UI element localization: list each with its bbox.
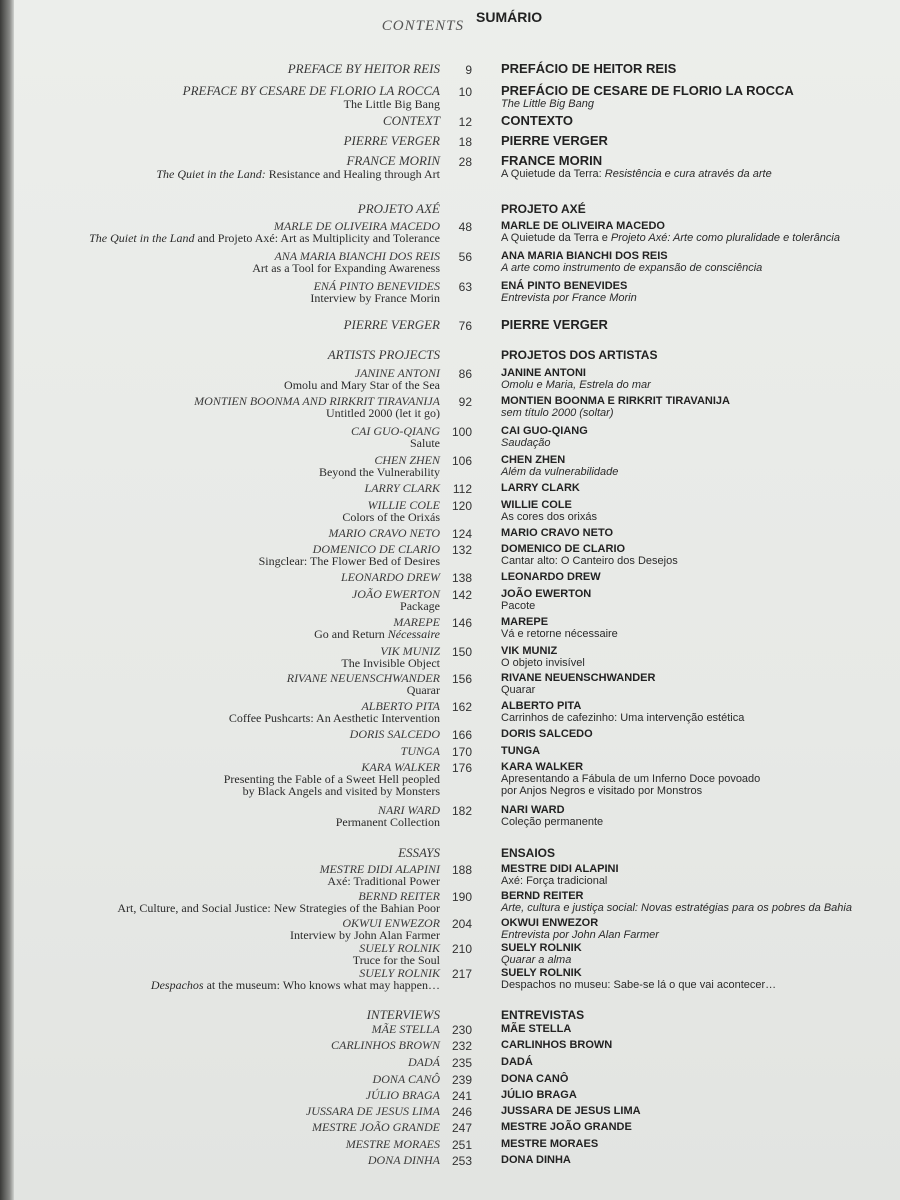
- toc-entry-portuguese: [501, 1039, 612, 1051]
- toc-entry-portuguese: [501, 1008, 584, 1022]
- toc-entry-portuguese: [501, 588, 591, 612]
- entry-author: ENTREVISTAS: [501, 1008, 585, 1022]
- entry-author: MESTRE JOÃO GRANDE: [501, 1121, 632, 1133]
- entry-author: ARTISTS PROJECTS: [327, 347, 440, 362]
- toc-entry-portuguese: [501, 1056, 533, 1068]
- entry-author: MARLE DE OLIVEIRA MACEDO: [273, 219, 440, 233]
- toc-entry-portuguese: [501, 454, 618, 478]
- entry-subtitle-part: Despachos: [150, 978, 204, 992]
- entry-author: MAREPE: [501, 616, 549, 628]
- entry-subtitle: Cantar alto: O Canteiro dos Desejos: [501, 555, 678, 567]
- entry-author: JOÃO EWERTON: [501, 588, 592, 600]
- toc-entry-english: [288, 62, 440, 76]
- page-number: 100: [451, 425, 472, 439]
- entry-author: DORIS SALCEDO: [349, 727, 440, 741]
- page-number: 246: [451, 1105, 472, 1119]
- toc-entry-english: [372, 1023, 440, 1035]
- page-number: 48: [458, 220, 472, 234]
- entry-author: PROJETO AXÉ: [357, 201, 440, 216]
- page-number: 92: [458, 395, 472, 409]
- toc-entry-portuguese: [501, 1089, 577, 1101]
- entry-subtitle: Art as a Tool for Expanding Awareness: [252, 261, 440, 275]
- entry-subtitle: [151, 979, 440, 991]
- entry-author: CARLINHOS BROWN: [501, 1039, 613, 1051]
- toc-entry-english: [358, 202, 440, 216]
- entry-author: PIERRE VERGER: [501, 133, 608, 148]
- entry-author: SUELY ROLNIK: [501, 942, 582, 954]
- entry-subtitle: Além da vulnerabilidade: [501, 466, 619, 478]
- toc-entry-portuguese: [501, 863, 619, 887]
- entry-subtitle-part: Go and Return: [314, 627, 388, 641]
- page-number: 120: [451, 499, 472, 513]
- entry-subtitle: Package: [400, 599, 440, 613]
- entry-subtitle: Omolu and Mary Star of the Sea: [284, 378, 440, 392]
- toc-entry-portuguese: [501, 84, 794, 110]
- entry-author: MARIO CRAVO NETO: [501, 527, 614, 539]
- entry-subtitle-part: The Quiet in the Land:: [156, 167, 266, 181]
- page-number: 76: [458, 319, 472, 333]
- entry-subtitle: Quarar: [501, 684, 536, 696]
- entry-subtitle: Art, Culture, and Social Justice: New Strategies of the Bahian Poor: [117, 901, 440, 915]
- toc-entry-english: [151, 967, 440, 991]
- toc-entry-english: [341, 645, 440, 669]
- toc-entry-portuguese: [501, 804, 603, 828]
- toc-entry-portuguese: [501, 114, 573, 128]
- toc-entry-english: [398, 846, 440, 860]
- entry-author: DADÁ: [501, 1056, 533, 1068]
- toc-entry-portuguese: [501, 425, 588, 449]
- entry-author: FRANCE MORIN: [501, 153, 603, 168]
- page-number: 146: [451, 616, 472, 630]
- toc-entry-portuguese: [501, 1073, 568, 1085]
- entry-author: OKWUI ENWEZOR: [501, 917, 599, 929]
- toc-entry-english: [342, 499, 440, 523]
- entry-subtitle: Entrevista por France Morin: [501, 292, 637, 304]
- page-number: 150: [451, 645, 472, 659]
- entry-subtitle: Axé: Traditional Power: [327, 874, 440, 888]
- toc-entry-english: [329, 527, 440, 539]
- entry-author: JOÃO EWERTON: [351, 587, 440, 601]
- entry-author: PREFÁCIO DE HEITOR REIS: [501, 61, 677, 76]
- page-number: 241: [451, 1089, 472, 1103]
- toc-entry-english: [346, 1138, 440, 1150]
- toc-entry-english: [229, 700, 440, 724]
- entry-author: RIVANE NEUENSCHWANDER: [286, 671, 440, 685]
- entry-subtitle: [156, 168, 440, 180]
- toc-entry-portuguese: [501, 1154, 571, 1166]
- entry-author: MESTRE MORAES: [345, 1137, 440, 1151]
- toc-entry-portuguese: [501, 499, 597, 523]
- toc-entry-english: [224, 761, 440, 797]
- entry-subtitle: O objeto invisível: [501, 657, 585, 669]
- entry-subtitle: Interview by France Morin: [310, 291, 440, 305]
- entry-author: PROJETO AXÉ: [501, 202, 586, 216]
- entry-author: ALBERTO PITA: [501, 700, 582, 712]
- toc-entry-portuguese: [501, 220, 840, 244]
- toc-entry-english: [310, 280, 440, 304]
- page-number: 188: [451, 863, 472, 877]
- entry-subtitle: Arte, cultura e justiça social: Novas estratégias para os pobres da Bahia: [501, 902, 852, 914]
- entry-author: WILLIE COLE: [367, 498, 440, 512]
- entry-author: DOMENICO DE CLARIO: [501, 543, 626, 555]
- entry-subtitle: Quarar: [406, 683, 440, 697]
- entry-author: VIK MUNIZ: [380, 644, 440, 658]
- page-number: 182: [451, 804, 472, 818]
- toc-entry-english: [328, 348, 440, 362]
- entry-author: BERND REITER: [358, 889, 440, 903]
- entry-author: DONA DINHA: [501, 1154, 571, 1166]
- toc-entry-english: [331, 1039, 440, 1051]
- entry-author: PIERRE VERGER: [343, 133, 440, 148]
- toc-entry-portuguese: [501, 846, 555, 860]
- toc-entry-english: [194, 395, 440, 419]
- entry-author: PREFACE BY HEITOR REIS: [287, 61, 440, 76]
- page-number: 230: [451, 1023, 472, 1037]
- entry-subtitle-part: and Projeto Axé: Art as Multiplicity and Tolerance: [194, 231, 440, 245]
- toc-entry-english: [373, 1073, 440, 1085]
- toc-entry-portuguese: [501, 280, 637, 304]
- toc-entry-portuguese: [501, 250, 762, 274]
- entry-subtitle: Coffee Pushcarts: An Aesthetic Intervention: [228, 711, 440, 725]
- page-number: 253: [451, 1154, 472, 1168]
- page-number: 9: [465, 63, 472, 77]
- toc-entry-portuguese: [501, 645, 585, 669]
- entry-subtitle: [89, 232, 440, 244]
- entry-author: ANA MARIA BIANCHI DOS REIS: [501, 250, 668, 262]
- toc-entry-portuguese: [501, 761, 760, 797]
- toc-entry-portuguese: [501, 1105, 641, 1117]
- toc-entry-english: [89, 220, 440, 244]
- entry-subtitle: [501, 168, 772, 180]
- toc-entry-english: [336, 804, 440, 828]
- toc-entry-english: [252, 250, 440, 274]
- entry-subtitle-part: The Quiet in the Land: [89, 231, 195, 245]
- entry-subtitle-part: A Quietude da Terra:: [501, 168, 605, 180]
- entry-subtitle: Beyond the Vulnerability: [318, 465, 440, 479]
- entry-author: KARA WALKER: [361, 760, 440, 774]
- entry-author: LARRY CLARK: [501, 482, 580, 494]
- entry-author: PREFÁCIO DE CESARE DE FLORIO LA ROCCA: [501, 83, 794, 98]
- toc-entry-portuguese: [501, 967, 776, 991]
- toc-entry-portuguese: [501, 527, 613, 539]
- entry-author: NARI WARD: [501, 804, 565, 816]
- entry-author: CHEN ZHEN: [501, 454, 566, 466]
- entry-author: TUNGA: [400, 744, 440, 758]
- entry-author: SUELY ROLNIK: [501, 967, 582, 979]
- entry-subtitle: The Little Big Bang: [343, 97, 440, 111]
- entry-author: MESTRE DIDI ALAPINI: [319, 862, 440, 876]
- page-number: 138: [451, 571, 472, 585]
- toc-entry-portuguese: [501, 1138, 598, 1150]
- toc-entry-portuguese: [501, 134, 608, 148]
- entry-author: MAREPE: [393, 615, 440, 629]
- toc-entry-portuguese: [501, 202, 586, 216]
- entry-subtitle: A arte como instrumento de expansão de consciência: [501, 262, 763, 274]
- toc-entry-portuguese: [501, 917, 659, 941]
- entry-author: FRANCE MORIN: [346, 153, 440, 168]
- page-number: 176: [451, 761, 472, 775]
- entry-author: PIERRE VERGER: [501, 317, 608, 332]
- toc-entry-english: [314, 616, 440, 640]
- entry-subtitle-part: A Quietude da Terra e: [501, 232, 611, 244]
- page-number: 28: [458, 155, 472, 169]
- entry-author: ANA MARIA BIANCHI DOS REIS: [274, 249, 440, 263]
- page-number: 166: [451, 728, 472, 742]
- toc-entry-english: [287, 672, 440, 696]
- page-number: 56: [458, 250, 472, 264]
- page-number: 210: [451, 942, 472, 956]
- entry-author: JANINE ANTONI: [501, 367, 586, 379]
- toc-entry-english: [366, 1089, 440, 1101]
- entry-author: DOMENICO DE CLARIO: [312, 542, 440, 556]
- entry-subtitle: Singclear: The Flower Bed of Desires: [258, 554, 440, 568]
- entry-subtitle: [314, 628, 440, 640]
- entry-author: LEONARDO DREW: [501, 571, 601, 583]
- entry-author: MONTIEN BOONMA E RIRKRIT TIRAVANIJA: [501, 395, 730, 407]
- entry-author: LARRY CLARK: [364, 481, 440, 495]
- page-number: 18: [458, 135, 472, 149]
- entry-subtitle: As cores dos orixás: [501, 511, 597, 523]
- entry-author: SUELY ROLNIK: [359, 941, 440, 955]
- toc-entry-english: [319, 454, 440, 478]
- page-number: 251: [451, 1138, 472, 1152]
- entry-subtitle: Salute: [410, 436, 440, 450]
- entry-author: NARI WARD: [377, 803, 440, 817]
- toc-entry-english: [259, 543, 440, 567]
- entry-author: CONTEXT: [382, 113, 440, 128]
- entry-author: DONA CANÔ: [501, 1073, 569, 1085]
- entry-subtitle: Coleção permanente: [501, 816, 604, 828]
- toc-entry-portuguese: [501, 367, 651, 391]
- entry-subtitle: Apresentando a Fábula de um Inferno Doce povoado: [501, 773, 761, 785]
- toc-entry-portuguese: [501, 62, 676, 76]
- toc-entry-english: [367, 1008, 440, 1022]
- page-number: 170: [451, 745, 472, 759]
- entry-author: JUSSARA DE JESUS LIMA: [501, 1105, 641, 1117]
- entry-subtitle: Vá e retorne nécessaire: [501, 628, 618, 640]
- entry-subtitle-part: at the museum: Who knows what may happen…: [203, 978, 440, 992]
- sumario-heading: SUMÁRIO: [476, 9, 543, 25]
- entry-author: ENÁ PINTO BENEVIDES: [501, 280, 628, 292]
- page-number: 63: [458, 280, 472, 294]
- entry-author: ENÁ PINTO BENEVIDES: [313, 279, 440, 293]
- entry-subtitle: The Invisible Object: [341, 656, 440, 670]
- page-number: 162: [451, 700, 472, 714]
- toc-entry-portuguese: [501, 154, 772, 180]
- entry-subtitle: Colors of the Orixás: [342, 510, 440, 524]
- page-number: 239: [451, 1073, 472, 1087]
- entry-author: MESTRE MORAES: [501, 1138, 599, 1150]
- entry-author: KARA WALKER: [501, 761, 584, 773]
- entry-author: MÃE STELLA: [501, 1023, 572, 1035]
- entry-author: VIK MUNIZ: [501, 645, 558, 657]
- entry-subtitle: [501, 232, 840, 244]
- entry-author: MÃE STELLA: [371, 1022, 440, 1036]
- contents-heading: CONTENTS: [381, 18, 464, 34]
- toc-entry-portuguese: [501, 700, 744, 724]
- entry-subtitle: sem título 2000 (soltar): [501, 407, 614, 419]
- toc-entry-english: [368, 1154, 440, 1166]
- entry-subtitle: Interview by John Alan Farmer: [290, 928, 440, 942]
- entry-author: INTERVIEWS: [366, 1007, 440, 1022]
- page-number: 124: [451, 527, 472, 541]
- entry-subtitle: Pacote: [501, 600, 536, 612]
- entry-author: MARLE DE OLIVEIRA MACEDO: [501, 220, 665, 232]
- page-number: 132: [451, 543, 472, 557]
- toc-entry-portuguese: [501, 728, 593, 740]
- entry-subtitle: Omolu e Maria, Estrela do mar: [501, 379, 651, 391]
- book-spine-edge: [0, 0, 14, 1200]
- entry-author: MONTIEN BOONMA AND RIRKRIT TIRAVANIJA: [194, 394, 440, 408]
- entry-subtitle: Quarar a alma: [501, 954, 572, 966]
- toc-entry-portuguese: [501, 318, 608, 332]
- entry-author: RIVANE NEUENSCHWANDER: [501, 672, 656, 684]
- entry-subtitle: Presenting the Fable of a Sweet Hell peopled: [223, 772, 440, 786]
- page-number: 247: [451, 1121, 472, 1135]
- toc-entry-english: [344, 318, 440, 332]
- entry-author: PROJETOS DOS ARTISTAS: [501, 348, 658, 362]
- page-number: 112: [452, 482, 472, 496]
- toc-entry-portuguese: [501, 482, 580, 494]
- toc-entry-english: [341, 571, 440, 583]
- toc-entry-portuguese: [501, 672, 655, 696]
- page-number: 142: [451, 588, 472, 602]
- toc-entry-english: [156, 154, 440, 180]
- entry-author: PIERRE VERGER: [343, 317, 440, 332]
- entry-author: DADÁ: [408, 1055, 440, 1069]
- page-number: 217: [451, 967, 472, 981]
- entry-author: ESSAYS: [398, 845, 440, 860]
- entry-subtitle-part: Resistência e cura através da arte: [604, 168, 772, 180]
- entry-author: LEONARDO DREW: [341, 570, 440, 584]
- entry-author: CONTEXTO: [501, 113, 573, 128]
- entry-author: CHEN ZHEN: [374, 453, 440, 467]
- page-number: 232: [451, 1039, 472, 1053]
- entry-author: SUELY ROLNIK: [359, 966, 440, 980]
- toc-entry-portuguese: [501, 543, 678, 567]
- toc-entry-english: [350, 728, 440, 740]
- entry-subtitle: Despachos no museu: Sabe-se lá o que vai acontecer…: [501, 979, 777, 991]
- entry-author: DONA DINHA: [367, 1153, 440, 1167]
- entry-author: JÚLIO BRAGA: [365, 1088, 440, 1102]
- toc-entry-portuguese: [501, 890, 852, 914]
- toc-entry-portuguese: [501, 1023, 571, 1035]
- toc-entry-english: [290, 917, 440, 941]
- entry-author: OKWUI ENWEZOR: [342, 916, 440, 930]
- entry-author: CAI GUO-QIANG: [501, 425, 588, 437]
- entry-subtitle: Untitled 2000 (let it go): [326, 406, 440, 420]
- toc-entry-portuguese: [501, 942, 582, 966]
- toc-entry-portuguese: [501, 395, 730, 419]
- toc-entry-portuguese: [501, 616, 618, 640]
- entry-author: PREFACE BY CESARE DE FLORIO LA ROCCA: [182, 83, 440, 98]
- entry-author: JANINE ANTONI: [354, 366, 440, 380]
- toc-entry-portuguese: [501, 571, 601, 583]
- page-number: 235: [451, 1056, 472, 1070]
- entry-subtitle-part: Resistance and Healing through Art: [265, 167, 440, 181]
- entry-subtitle: por Anjos Negros e visitado por Monstros: [501, 785, 703, 797]
- entry-subtitle: Truce for the Soul: [352, 953, 440, 967]
- toc-entry-english: [183, 84, 440, 110]
- entry-author: JUSSARA DE JESUS LIMA: [305, 1104, 440, 1118]
- page-number: 86: [458, 367, 472, 381]
- toc-entry-english: [344, 134, 440, 148]
- toc-entry-english: [353, 942, 440, 966]
- toc-entry-english: [352, 588, 440, 612]
- toc-entry-portuguese: [501, 745, 540, 757]
- contents-page: [14, 0, 900, 1200]
- toc-entry-english: [306, 1105, 440, 1117]
- entry-author: TUNGA: [501, 745, 541, 757]
- page-number: 156: [451, 672, 472, 686]
- page-number: 106: [451, 454, 472, 468]
- entry-subtitle: Entrevista por John Alan Farmer: [501, 929, 659, 941]
- entry-subtitle: Saudação: [501, 437, 551, 449]
- entry-subtitle-part: Projeto Axé: Arte como pluralidade e tolerância: [610, 232, 840, 244]
- toc-entry-english: [312, 1121, 440, 1133]
- toc-entry-english: [284, 367, 440, 391]
- entry-author: CAI GUO-QIANG: [351, 424, 440, 438]
- entry-subtitle: Carrinhos de cafezinho: Uma intervenção estética: [501, 712, 745, 724]
- entry-subtitle: Axé: Força tradicional: [501, 875, 608, 887]
- entry-author: MESTRE DIDI ALAPINI: [501, 863, 619, 875]
- entry-author: MARIO CRAVO NETO: [328, 526, 440, 540]
- entry-author: DONA CANÔ: [372, 1072, 440, 1086]
- entry-author: ALBERTO PITA: [361, 699, 440, 713]
- entry-author: MESTRE JOÃO GRANDE: [312, 1120, 440, 1134]
- entry-author: ENSAIOS: [501, 846, 556, 860]
- page-number: 204: [451, 917, 472, 931]
- entry-subtitle-part: Nécessaire: [387, 627, 440, 641]
- toc-entry-portuguese: [501, 348, 657, 362]
- entry-subtitle: Permanent Collection: [335, 815, 440, 829]
- page-number: 10: [458, 85, 472, 99]
- entry-subtitle: The Little Big Bang: [501, 98, 594, 110]
- page-number: 12: [458, 115, 472, 129]
- entry-author: JÚLIO BRAGA: [501, 1089, 577, 1101]
- entry-author: BERND REITER: [501, 890, 584, 902]
- toc-entry-english: [365, 482, 440, 494]
- entry-author: WILLIE COLE: [501, 499, 572, 511]
- entry-author: CARLINHOS BROWN: [331, 1038, 440, 1052]
- page-number: 190: [451, 890, 472, 904]
- toc-entry-portuguese: [501, 1121, 632, 1133]
- toc-entry-english: [117, 890, 440, 914]
- entry-author: DORIS SALCEDO: [501, 728, 593, 740]
- entry-subtitle: by Black Angels and visited by Monsters: [242, 784, 440, 798]
- toc-entry-english: [351, 425, 440, 449]
- toc-entry-english: [320, 863, 440, 887]
